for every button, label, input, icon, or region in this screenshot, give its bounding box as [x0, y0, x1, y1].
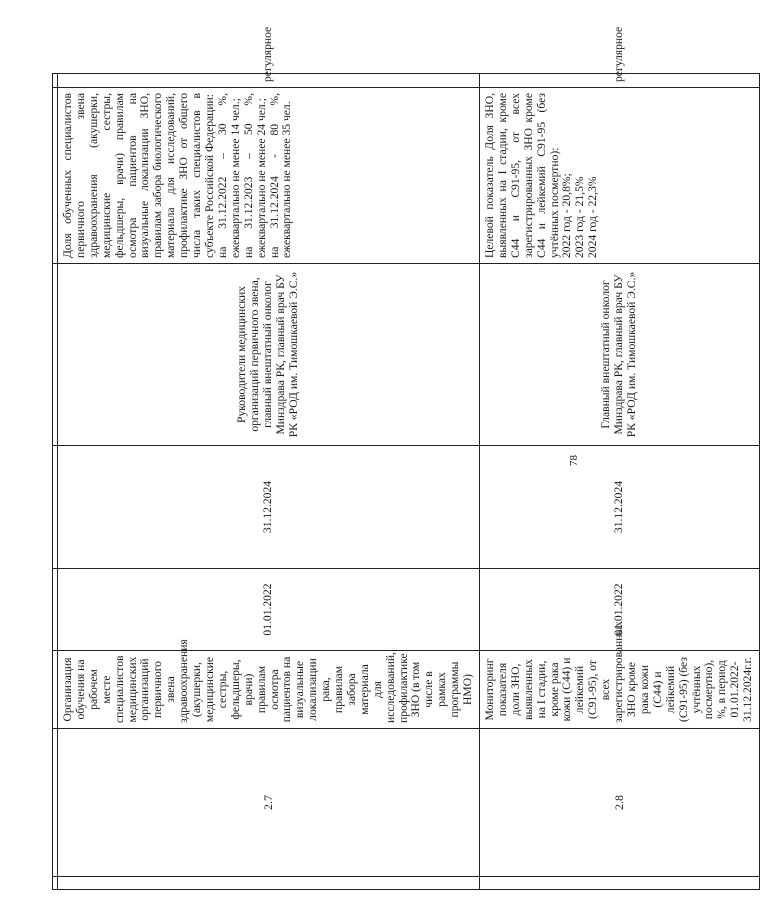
responsible-cell: Главный внештатный онколог Минздрава РК, главный врач БУ РК «РОД им. Тимошкаевой Э.С.» — [480, 264, 760, 446]
page-number: 78 — [568, 455, 580, 466]
start-date: 01.01.2022 — [480, 569, 760, 651]
end-date: 31.12.2024 — [480, 446, 760, 569]
end-date: 31.12.2024 — [58, 446, 480, 569]
result-line: на 31.12.2023 – 50 %, ежеквартально не менее 24 чел.; — [241, 93, 268, 258]
responsible-cell: Руководители медицинских организаций первичного звена, главный внештатный онколог Минздрава РК, главный врач БУ РК «РОД им. Тимошкаевой Э.С.» — [58, 264, 480, 446]
activity-cell: Организация обучения на рабочем месте специалистов медицинских организаций первичного звена здравоохранения (акушерки, медицинские сестры, фельдшеры, врачи) правилам осмотра пациентов на визуальные локализации рака, правилам забора материала для исследований, профилактике ЗНО (в том числе в рамках программы НМО) — [58, 651, 480, 729]
frequency-cell: регулярное — [480, 74, 760, 88]
result-line: Доля обученных специалистов первичного звена здравоохранения (акушерки, медицинские сестры, фельдшеры, врачи) правилам осмотра пациентов на визуальные локализации ЗНО, правилам забора биологического материала для исследований, профилактике ЗНО от общего числа таких специалистов в субъекте Российской Федерации: — [61, 93, 216, 258]
result-cell — [58, 88, 480, 264]
result-cell — [480, 88, 760, 264]
table-row — [58, 74, 480, 890]
start-date: 01.01.2022 — [58, 569, 480, 651]
activity-cell: Мониторинг показателя доли ЗНО, выявленных на I стадии, кроме рака кожи (С44) и лейкемий (С91-95), от всех зарегистрированных ЗНО кроме рака кожи (С44) и лейкемий (С91-95) (без учтённых посмертно), %, в период 01.01.2022-31.12.2024г.г. — [480, 651, 760, 729]
result-line: 2023 год - 21,5% — [573, 176, 587, 258]
result-line: на 31.12.2024 - 80 %, ежеквартально не менее 35 чел. — [267, 93, 294, 258]
result-line: 2022 год - 20,8%; — [560, 173, 574, 258]
row-number: 2.8 — [480, 729, 760, 877]
result-line: Целевой показатель Доля ЗНО, выявленных на I стадии, кроме С44 и С91-95, от всех зарегистрированных ЗНО кроме С44 и лейкемий С91-95 (без учтённых посмертно): — [483, 93, 561, 258]
result-line: на 31.12.2022 – 30 %, ежеквартально не менее 14 чел.; — [215, 93, 242, 258]
result-line: 2024 год - 22,3% — [586, 176, 600, 258]
table-row — [480, 74, 760, 890]
plan-table — [52, 26, 760, 890]
frequency-cell: регулярное — [58, 74, 480, 88]
row-number: 2.7 — [58, 729, 480, 877]
